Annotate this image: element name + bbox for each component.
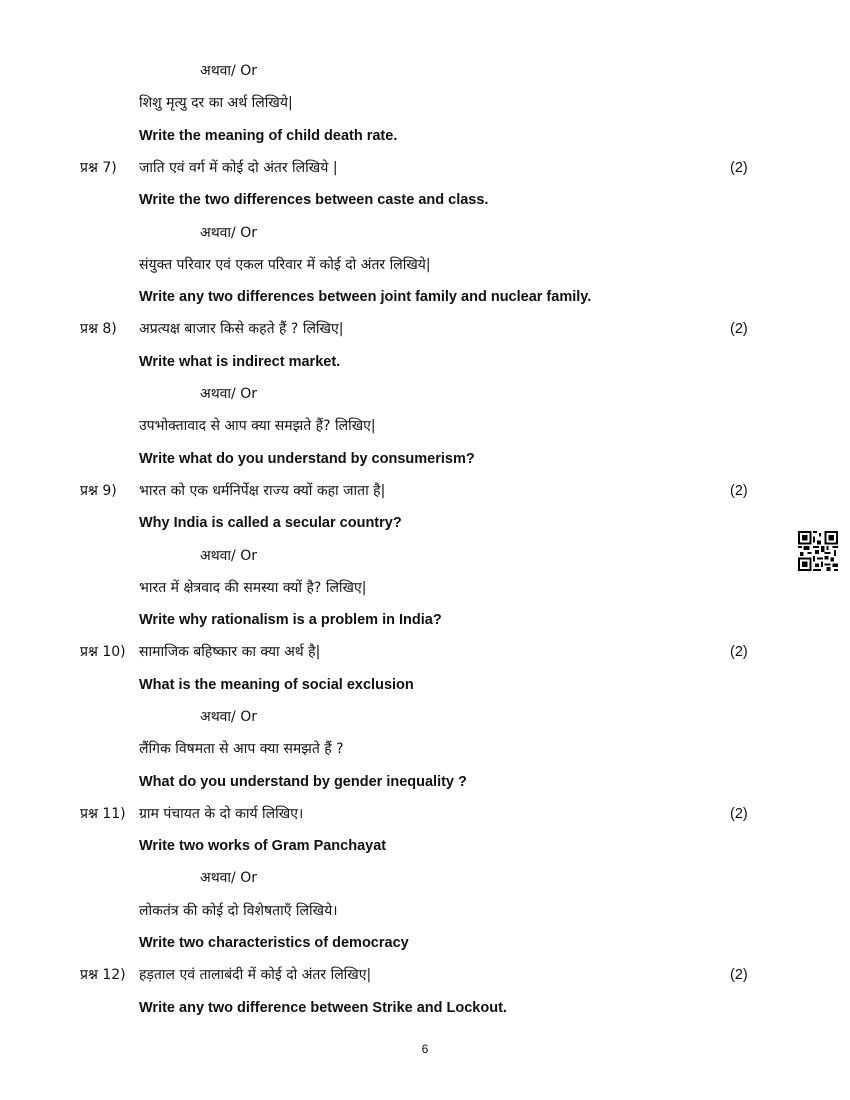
question-marks: (2) — [730, 806, 748, 822]
question-text-english: Write any two differences between joint family and nuclear family. — [139, 289, 592, 305]
question-text-hindi: ग्राम पंचायत के दो कार्य लिखिए। — [139, 806, 304, 822]
question-text-english: What is the meaning of social exclusion — [139, 677, 414, 693]
question-text-english: Write the meaning of child death rate. — [139, 128, 398, 144]
question-text-english: Why India is called a secular country? — [139, 515, 402, 531]
question-marks: (2) — [730, 483, 748, 499]
or-separator: अथवा/ Or — [200, 225, 257, 241]
question-text-hindi: अप्रत्यक्ष बाजार किसे कहते हैं ? लिखिए| — [139, 321, 344, 337]
question-text-english: Write the two differences between caste and class. — [139, 192, 489, 208]
question-text-hindi: लैंगिक विषमता से आप क्या समझते हैं ? — [139, 741, 344, 757]
question-number: प्रश्न 12) — [80, 967, 126, 983]
question-number: प्रश्न 11) — [80, 806, 126, 822]
question-number: प्रश्न 10) — [80, 644, 126, 660]
qr-code-icon — [798, 531, 838, 571]
or-separator: अथवा/ Or — [200, 870, 257, 886]
question-text-english: Write what do you understand by consumerism? — [139, 451, 475, 467]
question-text-hindi: हड़ताल एवं तालाबंदी में कोई दो अंतर लिखिए| — [139, 967, 372, 983]
question-marks: (2) — [730, 644, 748, 660]
question-text-english: Write two characteristics of democracy — [139, 935, 409, 951]
question-number: प्रश्न 7) — [80, 160, 117, 176]
or-separator: अथवा/ Or — [200, 709, 257, 725]
question-number: प्रश्न 9) — [80, 483, 117, 499]
or-separator: अथवा/ Or — [200, 548, 257, 564]
question-marks: (2) — [730, 967, 748, 983]
question-text-english: Write what is indirect market. — [139, 354, 341, 370]
question-marks: (2) — [730, 160, 748, 176]
question-text-english: What do you understand by gender inequality ? — [139, 774, 467, 790]
question-text-hindi: शिशु मृत्यु दर का अर्थ लिखिये| — [139, 95, 293, 111]
or-separator: अथवा/ Or — [200, 63, 257, 79]
question-text-hindi: जाति एवं वर्ग में कोई दो अंतर लिखिये | — [139, 160, 338, 176]
question-text-hindi: लोकतंत्र की कोई दो विशेषताएँ लिखिये। — [139, 903, 338, 919]
question-text-english: Write two works of Gram Panchayat — [139, 838, 387, 854]
question-text-hindi: संयुक्त परिवार एवं एकल परिवार में कोई दो अंतर लिखिये| — [139, 257, 431, 273]
or-separator: अथवा/ Or — [200, 386, 257, 402]
question-text-hindi: सामाजिक बहिष्कार का क्या अर्थ है| — [139, 644, 321, 660]
question-text-hindi: भारत को एक धर्मनिर्पेक्ष राज्य क्यों कहा जाता है| — [139, 483, 386, 499]
question-text-hindi: भारत में क्षेत्रवाद की समस्या क्यों है? लिखिए| — [139, 580, 367, 596]
question-text-english: Write why rationalism is a problem in India? — [139, 612, 442, 628]
question-text-hindi: उपभोक्तावाद से आप क्या समझते हैं? लिखिए| — [139, 418, 376, 434]
question-marks: (2) — [730, 321, 748, 337]
page-number: 6 — [421, 1042, 429, 1056]
question-text-english: Write any two difference between Strike and Lockout. — [139, 1000, 507, 1016]
question-number: प्रश्न 8) — [80, 321, 117, 337]
